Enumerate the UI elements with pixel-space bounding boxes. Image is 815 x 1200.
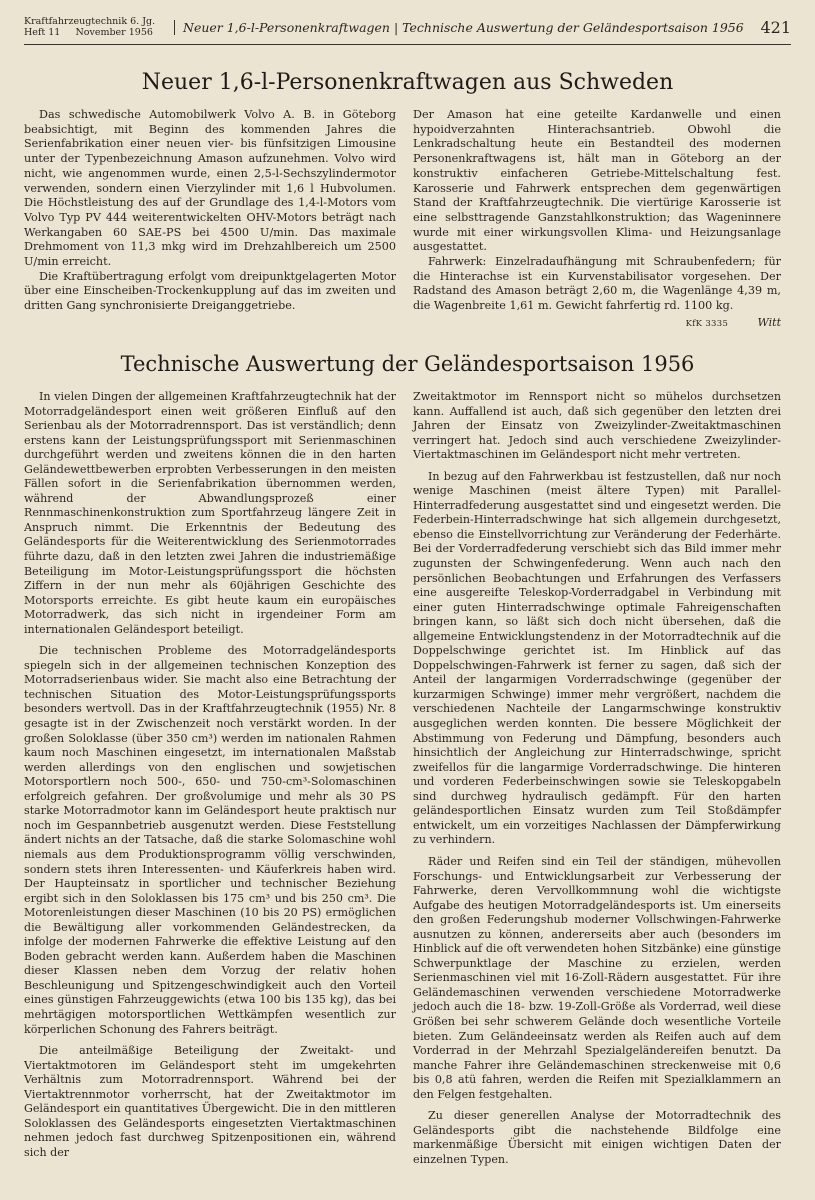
article-1-left-column <box>24 108 396 314</box>
article-2-title: Technische Auswertung der Geländesportsaison 1956 <box>120 352 695 376</box>
article-2-left-column <box>24 390 396 1160</box>
paragraph: Zweitaktmotor im Rennsport nicht so mühelos durchsetzen kann. Auffallend ist auch, daß sich gegenüber den letzten drei Jahren der Einsatz von Zweizylinder-Zweitaktmaschinen verringert hat. Jedoch sind auch verschiedene Zweizylinder-Viertaktmaschinen im Geländesport nicht mehr vertreten. <box>413 390 781 462</box>
journal-line-2: Heft 11 November 1956 <box>24 27 153 38</box>
paragraph: Fahrwerk: Einzelradaufhängung mit Schraubenfedern; für die Hinterachse ist ein Kurvenstabilisator vorgesehen. Der Radstand des Amason beträgt 2,60 m, die Wagenlänge 4,39 m, die Wagenbreite 1,61 m. Gewicht fahrfertig rd. 1100 kg. <box>413 255 781 313</box>
paragraph: In bezug auf den Fahrwerkbau ist festzustellen, daß nur noch wenige Maschinen (meist ältere Typen) mit Parallel-Hinterradfederung ausgestattet sind und eingesetzt werden. Die Federbein-Hinterradschwinge hat sich allgemein durchgesetzt, ebenso die Einstellvorrichtung zur Veränderung der Federhärte. Bei der Vorderradfederung verschiebt sich das Bild immer mehr zugunsten der Schwingenfederung. Wenn auch nach den persönlichen Beobachtungen und Erfahrungen des Verfassers eine ausgereifte Teleskop-Vorderradgabel in Verbindung mit einer guten Hinterradschwinge optimale Fahreigenschaften bringen kann, so läßt sich doch nicht übersehen, daß die allgemeine Entwicklungstendenz in der Motorradtechnik auf die Doppelschwinge gerichtet ist. Im Hinblick auf das Doppelschwingen-Fahrwerk ist ferner zu sagen, daß sich der Anteil der langarmigen Vorderradschwinge (gegenüber der kurzarmigen Schwinge) immer mehr vergrößert, nachdem die verschiedenen Nachteile der Langarmschwinge konstruktiv ausgeglichen werden konnten. Die bessere Möglichkeit der Abstimmung von Federung und Dämpfung, besonders auch hinsichtlich der Angleichung zur Hinterradschwinge, spricht zweifellos für die langarmige Vorderradschwinge. Die hinteren und vorderen Federbeinschwingen sowie sie Teleskopgabeln sind durchweg hydraulisch gedämpft. Für den harten geländesportlichen Einsatz wurden zum Teil Stoßdämpfer entwickelt, um ein vorzeitiges Nachlassen der Dämpferwirkung zu verhindern. <box>413 469 781 847</box>
paragraph: Räder und Reifen sind ein Teil der ständigen, mühevollen Forschungs- und Entwicklungsarbeit zur Verbesserung der Fahrwerke, deren Vervollkommnung wohl die wichtigste Aufgabe des heutigen Motorradgeländesports ist. Um einerseits den großen Federungshub moderner Vollschwingen-Fahrwerke ausnutzen zu können, andererseits aber auch (besonders im Hinblick auf die oft verwendeten hohen Sitzbänke) eine günstige Schwerpunktlage der Maschine zu erzielen, werden Serienmaschinen viel mit 16-Zoll-Rädern ausgestattet. Für ihre Geländemaschinen verwenden verschiedene Motorradwerke jedoch auch die 18- bzw. 19-Zoll-Größe als Vorderrad, weil diese Größen bei sehr schwerem Gelände doch wesentliche Vorteile bieten. Zum Geländeeinsatz werden als Reifen auch auf dem Vorderrad in der Mehrzahl Spezialgeländereifen benutzt. Da manche Fahrer ihre Geländemaschinen streckenweise mit 0,6 bis 0,8 atü fahren, werden die Reifen mit Spezialklammern an den Felgen festgehalten. <box>413 854 781 1101</box>
article-1-right-column <box>413 108 781 332</box>
paragraph: Der Amason hat eine geteilte Kardanwelle und einen hypoidverzahnten Hinterachsantrieb. Obwohl die Lenkradschaltung heute ein Bestandteil des modernen Personenkraftwagens ist, hält man in Göteborg an der konstruktiv einfacheren Getriebe-Mittelschaltung fest. Karosserie und Fahrwerk entsprechen dem gegenwärtigen Stand der Kraftfahrzeugtechnik. Die viertürige Karosserie ist eine selbsttragende Ganzstahlkonstruktion; das Wageninnere wurde mit einer wirkungsvollen Klima- und Heizungsanlage ausgestattet. <box>413 108 781 254</box>
paragraph: Das schwedische Automobilwerk Volvo A. B. in Göteborg beabsichtigt, mit Beginn des kommenden Jahres die Serienfabrikation einer neuen vier- bis fünfsitzigen Limousine unter der Typenbezeichnung Amason aufzunehmen. Volvo wird nicht, wie angenommen wurde, einen 2,5-l-Sechszylindermotor verwenden, sondern einen Vierzylinder mit 1,6 l Hubvolumen. Die Höchstleistung des auf der Grundlage des 1,4-l-Motors vom Volvo Typ PV 444 weiterentwickelten OHV-Motors beträgt nach Werkangaben 60 SAE-PS bei 4500 U/min. Das maximale Drehmoment von 11,3 mkg wird im Drehzahlbereich um 2500 U/min erreicht. <box>24 108 396 269</box>
journal-line-1: Kraftfahrzeugtechnik 6. Jg. <box>24 16 156 27</box>
paragraph: Die technischen Probleme des Motorradgeländesports spiegeln sich in der allgemeinen technischen Konzeption des Motorradserienbaus wider. Sie macht also eine Betrachtung der technischen Situation des Motor-Leistungsprüfungssports besonders wertvoll. Das in der Kraftfahrzeugtechnik (1955) Nr. 8 gesagte ist in der Zwischenzeit noch verstärkt worden. In der großen Soloklasse (über 350 cm³) werden im nationalen Rahmen kaum noch Maschinen eingesetzt, im internationalen Maßstab werden allerdings von den englischen und sowjetischen Motorsportlern noch 500-, 650- und 750-cm³-Solomaschinen erfolgreich gefahren. Der großvolumige und mehr als 30 PS starke Motorradmotor kann im Geländesport heute praktisch nur noch im Gespannbetrieb ausgenutzt werden. Diese Feststellung ändert nichts an der Tatsache, daß die starke Solomaschine wohl niemals aus dem Produktionsprogramm völlig verschwinden, sondern stets ihren Interessenten- und Käuferkreis haben wird. Der Haupteinsatz in sportlicher und technischer Beziehung ergibt sich in den Soloklassen bis 175 cm³ und bis 250 cm³. Die Motorenleistungen dieser Maschinen (10 bis 20 PS) ermöglichen die Bewältigung aller vorkommenden Geländestrecken, da infolge der modernen Fahrwerke die effektive Leistung auf den Boden gebracht werden kann. Außerdem haben die Maschinen dieser Klassen neben dem Vorzug der relativ hohen Beschleunigung und Spitzengeschwindigkeit auch den Vorteil eines günstigen Fahrzeuggewichts (etwa 100 bis 135 kg), das bei mehrtägigen motorsportlichen Wettkämpfen wesentlich zur körperlichen Schonung des Fahrers beiträgt. <box>24 644 396 1036</box>
running-title: Neuer 1,6-l-Personenkraftwagen | Technische Auswertung der Geländesportsaison 1956 <box>174 20 744 35</box>
page-number: 421 <box>760 18 791 37</box>
journal-info <box>24 16 155 38</box>
article-1-title: Neuer 1,6-l-Personenkraftwagen aus Schweden <box>141 70 674 95</box>
paragraph: Zu dieser generellen Analyse der Motorradtechnik des Geländesports gibt die nachstehende Bildfolge eine markenmäßige Übersicht mit einigen wichtigen Daten der einzelnen Typen. <box>413 1109 781 1166</box>
paragraph: Die anteilmäßige Beteiligung der Zweitakt- und Viertaktmotoren im Geländesport steht im umgekehrten Verhältnis zum Motorradrennsport. Während bei der Viertaktrennmotor vorherrscht, hat der Zweitaktmotor im Geländesport ein quantitatives Übergewicht. Die in den mittleren Soloklassen des Geländesports eingesetzten Viertaktmaschinen nehmen jedoch fast durchweg Spitzenpositionen ein, während sich der <box>24 1044 396 1159</box>
signature-line <box>413 316 781 332</box>
running-header <box>24 14 791 45</box>
article-2-right-column <box>413 390 781 1167</box>
author-name: Witt <box>757 315 781 329</box>
paragraph: In vielen Dingen der allgemeinen Kraftfahrzeugtechnik hat der Motorradgeländesport einen weit größeren Einfluß auf den Serienbau als der Motorradrennsport. Das ist verständlich; denn erstens kann der Leistungsprüfungssport mit Serienmaschinen durchgeführt werden und zweitens können die in den harten Geländewettbewerben erprobten Verbesserungen in den meisten Fällen sofort in die Serienfabrikation übernommen werden, während der Abwandlungsprozeß einer Rennmaschinenkonstruktion zum Sportfahrzeug längere Zeit in Anspruch nimmt. Die Erkenntnis der Bedeutung des Geländesports für die Weiterentwicklung des Serienmotorrades führte dazu, daß in den letzten zwei Jahren die industriemäßige Beteiligung im Motor-Leistungsprüfungssport die höchsten Ziffern in der nun mehr als 60jährigen Geschichte des Motorsports erreichte. Es gibt heute kaum ein europäisches Motorradwerk, das sich nicht in irgendeiner Form am internationalen Geländesport beteiligt. <box>24 390 396 636</box>
reference-code: KfK 3335 <box>685 318 729 329</box>
paragraph: Die Kraftübertragung erfolgt vom dreipunktgelagerten Motor über eine Einscheiben-Trockenkupplung auf das im zweiten und dritten Gang synchronisierte Dreiganggetriebe. <box>24 269 396 313</box>
